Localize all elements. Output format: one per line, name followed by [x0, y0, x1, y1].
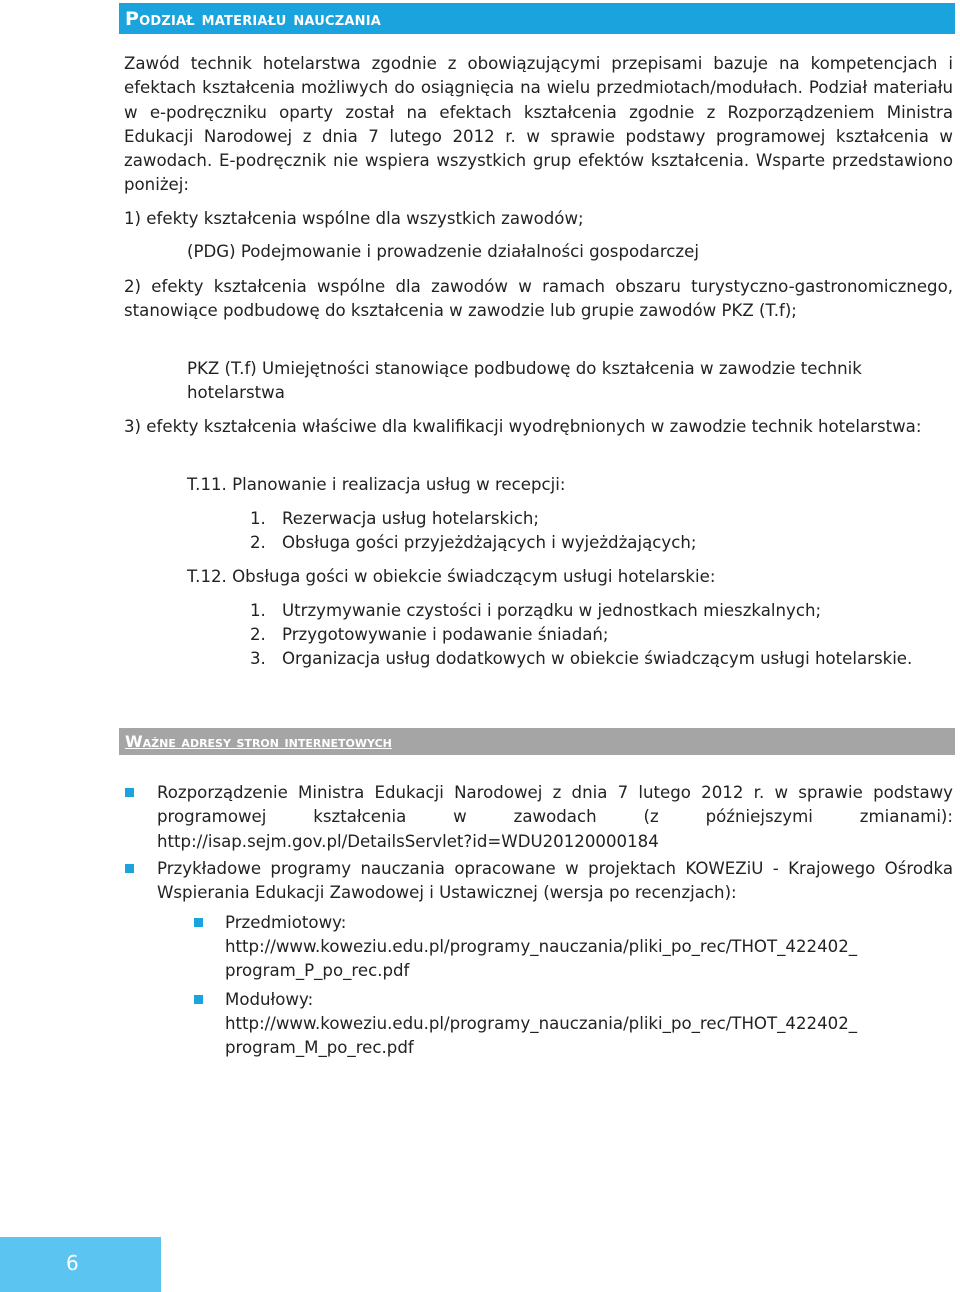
- programs-paragraph: Przykładowe programy nauczania opracowane w projektach KOWEZiU - Krajowego Ośrodka Wspierania Edukacji Zawodowej i Ustawicznej (wersja po recenzjach):: [157, 859, 953, 903]
- list-number: 3.: [250, 649, 266, 668]
- list-number: 2.: [250, 533, 266, 552]
- list-item: Utrzymywanie czystości i porządku w jednostkach mieszkalnych;: [282, 601, 822, 620]
- list-item: 1) efekty kształcenia wspólne dla wszystkich zawodów;: [124, 209, 584, 228]
- section-title: Podział materiału nauczania: [125, 8, 382, 30]
- section-header-bar: [119, 3, 955, 34]
- list-item: Organizacja usług dodatkowych w obiekcie świadczącym usługi hotelarskie.: [282, 649, 913, 668]
- link-paragraph[interactable]: Rozporządzenie Ministra Edukacji Narodowej z dnia 7 lutego 2012 r. w sprawie podstawy programowej kształcenia w zawodach (z późniejszymi zmianami): http://isap.sejm.gov.pl/DetailsServlet?id=WDU20120000184: [157, 783, 953, 851]
- list-number: 1.: [250, 509, 266, 528]
- program-link[interactable]: http://www.koweziu.edu.pl/programy_nauczania/pliki_po_rec/THOT_422402_: [225, 937, 858, 956]
- qualification-title: T.11. Planowanie i realizacja usług w recepcji:: [187, 475, 566, 494]
- list-item: Obsługa gości przyjeżdżających i wyjeżdżających;: [282, 533, 697, 552]
- intro-paragraph: Zawód technik hotelarstwa zgodnie z obowiązującymi przepisami bazuje na kompetencjach i efektach kształcenia możliwych do osiągnięcia na wielu przedmiotach/modułach. Podział materiału w e-podręczniku oparty został na efektach kształcenia zgodnie z Rozporządzeniem Ministra Edukacji Narodowej z dnia 7 lutego 2012 r. w sprawie podstawy programowej kształcenia w zawodach. E-podręcznik nie wspiera wszystkich grup efektów kształcenia. Wsparte przedstawiono poniżej:: [124, 54, 953, 195]
- list-number: 2.: [250, 625, 266, 644]
- square-bullet-icon: [194, 995, 203, 1004]
- links-section-title: Ważne adresy stron internetowych: [125, 732, 392, 751]
- links-section-header-bar: [119, 728, 955, 755]
- square-bullet-icon: [194, 918, 203, 927]
- list-item: Rezerwacja usług hotelarskich;: [282, 509, 539, 528]
- list-item: 2) efekty kształcenia wspólne dla zawodów w ramach obszaru turystyczno-gastronomicznego, stanowiące podbudowę do kształcenia w zawodzie lub grupie zawodów PKZ (T.f);: [124, 277, 953, 321]
- list-number: 1.: [250, 601, 266, 620]
- list-item: 3) efekty kształcenia właściwe dla kwalifikacji wyodrębnionych w zawodzie technik hotelarstwa:: [124, 417, 922, 436]
- program-link-cont[interactable]: program_M_po_rec.pdf: [225, 1038, 414, 1057]
- square-bullet-icon: [125, 864, 134, 873]
- program-label: Przedmiotowy:: [225, 913, 347, 932]
- page-number: 6: [66, 1251, 79, 1275]
- list-subitem: PKZ (T.f) Umiejętności stanowiące podbudowę do kształcenia w zawodzie technik hotelarstwa: [187, 359, 862, 403]
- program-link-cont[interactable]: program_P_po_rec.pdf: [225, 961, 410, 980]
- list-subitem: (PDG) Podejmowanie i prowadzenie działalności gospodarczej: [187, 242, 699, 261]
- list-item: Przygotowywanie i podawanie śniadań;: [282, 625, 609, 644]
- qualification-title: T.12. Obsługa gości w obiekcie świadczącym usługi hotelarskie:: [187, 567, 716, 586]
- page-number-box: [0, 1237, 161, 1292]
- square-bullet-icon: [125, 788, 134, 797]
- program-link[interactable]: http://www.koweziu.edu.pl/programy_nauczania/pliki_po_rec/THOT_422402_: [225, 1014, 858, 1033]
- program-label: Modułowy:: [225, 990, 314, 1009]
